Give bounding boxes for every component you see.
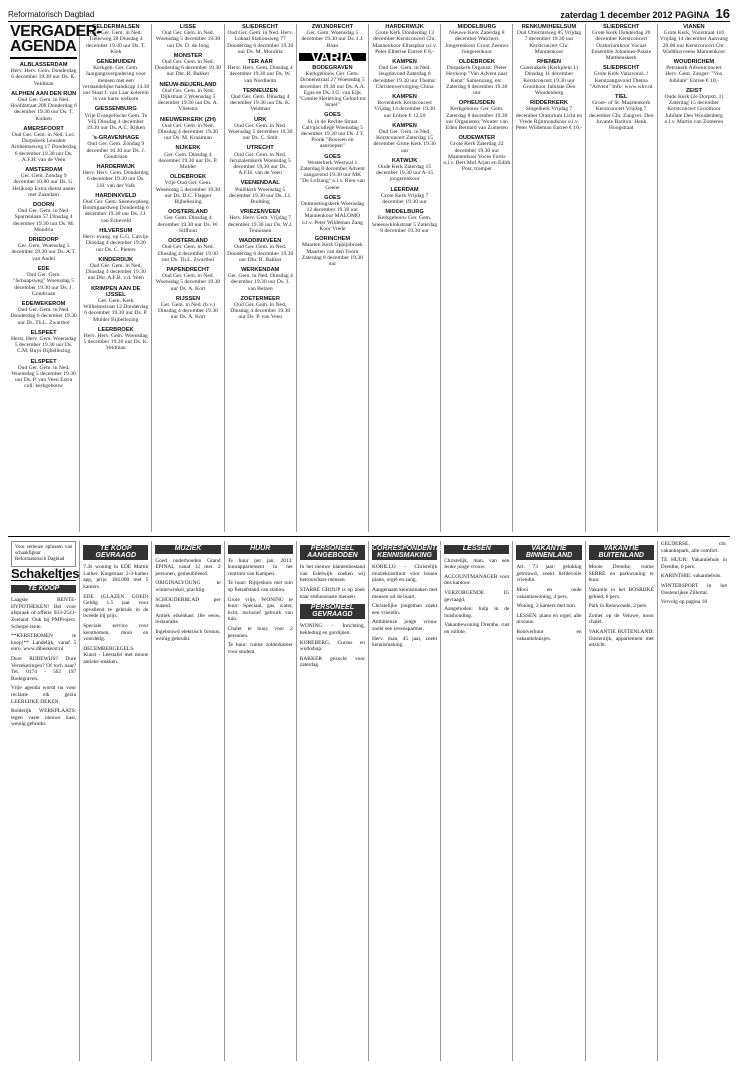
agenda-entry	[154, 117, 221, 142]
agenda-entry	[10, 301, 77, 326]
agenda-entry	[10, 62, 77, 87]
agenda-entry	[443, 100, 510, 131]
agenda-entry	[371, 24, 438, 55]
entry-details: Maarten Kerk Oppijnbroek Maarten van den Toorn Zaterdag 8 december 19.30 uur	[301, 242, 363, 267]
agenda-entry	[515, 24, 582, 55]
entry-details: Oud Ger. Gem. in Ned. Woensdag 5 december 19.30 uur Ds. A. Kort	[155, 273, 221, 292]
classified-ad: WINTERSPORT in het Oostenrijkse Zillertal.	[660, 582, 727, 596]
agenda-entry	[154, 209, 221, 234]
entry-place: GOES	[324, 153, 341, 160]
agenda-entry	[154, 267, 221, 292]
entry-place: AMERSFOORT	[23, 125, 64, 132]
entry-details: Oud Ger. Gem. in Ned. Dijkstraat 2 Woensdag 5 december 19.30 uur Ds. A. Vlietstra	[157, 87, 219, 113]
entry-details: Herv. evang. op G.G. Calvijn Dinsdag 4 december 19.30 uur Ds. C. Pieters	[83, 234, 149, 253]
classified-column	[369, 541, 441, 1061]
entry-details: Ger. Gem. in Ned. (b.v.) Dinsdag 4 december 19.30 uur Ds. A. Kort	[158, 301, 218, 321]
classified-ad: Woning, 2 kamers met tuin.	[516, 603, 577, 610]
entry-details: Herv. Herv. Gem. Donderdag 6 december 19.30 uur Ds. K. Veldman	[10, 68, 77, 87]
classified-column	[441, 541, 513, 1061]
agenda-column	[441, 24, 513, 532]
agenda-column	[658, 24, 730, 532]
entry-place: KAMPEN	[392, 59, 417, 66]
promo-line: Voor serieuze oplossen van schaakfiguur	[15, 545, 73, 556]
classified-ad: Art. 73 jaar: gelukkig getrouwd, zoekt liefdevolle vriendin.	[516, 564, 582, 584]
section-header: TE KOOP GEVRAAGD	[83, 545, 148, 560]
classified-ad: STARRE GROUP is op zoek naar enthousiaste mensen.	[299, 586, 365, 600]
entry-details: Oud Ger. Gem. in Ned. Woensdag 5 december 19.30 uur Ds. P. van Veen Extra coll. kerkgebouw	[11, 364, 76, 390]
entry-place: OLDEBROEK	[169, 174, 207, 181]
agenda-column	[80, 24, 152, 532]
agenda-entry	[371, 94, 438, 119]
entry-details: Herst. Herv. Gem. Dinsdag 4 december 19.30 uur Ds. W. van Nordheim	[227, 65, 293, 84]
issue-date: zaterdag 1 december 2012	[560, 10, 673, 20]
agenda-entry	[154, 53, 221, 78]
entry-details: Kerkgebouw Ger. Gem. Zaterdag 8 december 19.30 uur Organisten: Wouter van Eden Bernard van Zomeren	[445, 106, 508, 132]
section-header: VAKANTIE BINNENLAND	[516, 545, 581, 560]
classified-ad: Speciale service voor kerstbomen, mooi en voordelig.	[83, 622, 149, 643]
agenda-entry	[227, 209, 294, 234]
entry-details: Grote Kerk Zaterdag 22 december 19.30 uur Mannenkoor Voces Fortis o.l.v. Bert Mol Arjan en Edith Post, trompet	[443, 141, 511, 173]
classified-column	[297, 541, 369, 1061]
entry-place: NIEUWERKERK (ZH)	[160, 116, 216, 123]
section-header: TE KOOP	[11, 585, 76, 594]
agenda-entry	[299, 112, 366, 149]
entry-details: Ger. Gem. Zondag 9 december 10.00 uur Ds. G. Heijkoop Extra dienst aanm met Zaandam	[12, 173, 75, 198]
classified-column	[586, 541, 658, 1061]
classified-ad: TE HUUR: Vakantiehuis in Drenthe, 6 pers.	[660, 557, 727, 570]
entry-details: Oud Ger. Gem. in Ned. Herv. Lokaal Stationsweg 77 Donderdag 6 december 19.30 uur Ds. M. Mondria	[227, 30, 294, 55]
entry-place: MIDDELBURG	[457, 24, 497, 30]
entry-details: Grote Kerk Vrijdag 7 december 19.30 uur	[380, 192, 429, 206]
agenda-entry	[227, 296, 294, 321]
entry-place: GIESSENBURG	[94, 106, 137, 113]
entry-details: Kerkgeb. Ger. Gem. Jaargangsvergadering voor mensen met een verstandelijke handicap 14.30 uur Staat J. van Laar kolerein is van harte welkom	[82, 65, 150, 103]
entry-place: GORINCHEM	[314, 236, 351, 243]
entry-details: Cunerakerk (Kerkplein 1) Dinsdag 11 december Kerstconcert 19.30 uur Groothoor Jubilate Deo Woudenberg	[520, 65, 578, 97]
agenda-entry	[371, 59, 438, 90]
agenda-entry	[10, 266, 77, 297]
entry-place: ELSPEET	[30, 329, 57, 336]
classified-ad: DECEMBERGEGELS. Kunst - Leestafel met mooie antieke stukken.	[83, 645, 149, 665]
entry-details: Oud Ger. Gem. Zondag 9 december 10.30 uur Ds. J. Goudriaan	[86, 141, 146, 160]
entry-place: ZEIST	[685, 87, 702, 94]
entry-place: HARDERWIJK	[96, 164, 135, 171]
entry-details: Oud Ger. Gem. in Ned. Jeruzalemkerk Woensdag 5 december 19.30 uur Ds. A.F.H. van de Veen	[229, 151, 291, 177]
agenda-entry	[154, 296, 221, 321]
entry-place: NIEUW-BEIJERLAND	[159, 81, 217, 88]
classified-ad: Vakantie in het BOSRIJKE gebied, 6 pers.	[588, 586, 654, 600]
classified-ad: Mooi en oude vakantiewoning, 4 pers.	[516, 586, 582, 600]
classified-ad: SCHOUDERBLAD per maand.	[155, 596, 221, 610]
section-header: LESSEN	[444, 545, 509, 554]
agenda-entry	[299, 195, 366, 232]
entry-details: Oud Ger. Gem. in Ned. Hoofdstraat 200 Donderdag 6 december 19.30 uur Ds. T. Kuiken	[10, 97, 77, 122]
entry-place: WADDINXVEEN	[239, 238, 282, 245]
entry-place: GOES	[324, 194, 341, 201]
agenda-entry	[443, 24, 510, 55]
varia-banner: VARIA	[299, 53, 366, 61]
classified-ad: KARINTHIE: vakantiehuis.	[660, 573, 722, 580]
agenda-entry	[82, 228, 149, 253]
classified-ad: Ambitieuze jonge vrouw zoekt een levenspartner.	[372, 619, 438, 632]
classified-ad: Te huur: ruime zolderkamer voor student.	[227, 642, 293, 655]
classified-column	[152, 541, 224, 1061]
entry-details: Bovenkerk Kerstconcert Vrijdag 14 december 19.30 uur Entree € 12,50	[374, 100, 436, 119]
entry-details: Kerkgebouw Ger. Gem. Sneeuwklokstraat 5 Zaterdag 8 december 19.30 uur	[371, 215, 438, 234]
agenda-entry	[82, 327, 149, 352]
classified-ad: KOREBERG, Cursus en workshop.	[299, 639, 365, 653]
entry-place: KAMPEN	[392, 94, 417, 101]
entry-place: RHENEN	[536, 59, 561, 66]
section-header: HUUR	[228, 545, 293, 554]
classified-ad: Antiek eikenkast 18e eeuw, restauratie.	[155, 612, 221, 626]
entry-place: OLDEBROEK	[458, 59, 495, 66]
entry-details: Herst. Herv. Gem. Woensdag 5 december 19.30 uur Ds. C.M. Buys Bijbellezing	[10, 335, 77, 355]
classified-column	[80, 541, 152, 1061]
section-header: PERSONEEL AANGEBODEN	[300, 545, 365, 560]
entry-place: SLIEDRECHT	[603, 24, 640, 30]
classified-ad: Ingebouwd elektrisch fornuis, weinig gebruikt.	[155, 628, 221, 642]
agenda-entry	[515, 100, 582, 131]
entry-details: Oud Ger. Gem. Sneeuwploeg Boomgaardweg Donderdag 6 december 19.30 uur Ds. J.J. van Eckeveld	[82, 199, 149, 224]
entry-details: Oud Ger. Gem. in Ned. Kerstconcert Zaterdag 15 december Grote Kerk 19.30 uur	[373, 129, 436, 154]
agenda-entry	[227, 145, 294, 176]
entry-details: Petrakerk Adventconcert Herv. Gem. Zanger: "Vox Jubilate" Entree € 10,-	[665, 65, 723, 84]
entry-place: HARDINXVELD	[95, 192, 137, 199]
classified-ad: Christelijke jongeman zoekt een vriendin.	[372, 603, 438, 616]
entry-details: Oud Ger. Gem. in Ned. Jeugdavond Zaterdag 8 december 19.30 uur Thema: Christenvervolging China	[373, 65, 437, 90]
entry-place: PAPENDRECHT	[166, 266, 210, 273]
agenda-column	[513, 24, 585, 532]
entry-place: LISSE	[179, 24, 197, 30]
entry-details: Oud Ger. Gem. in Ned. Woensdag 5 december 19.30 uur Ds. D. de Jong	[155, 30, 221, 49]
classified-column	[8, 541, 80, 1061]
classified-ad: Aangenaam kennismaken met mensen uit de buurt.	[372, 586, 438, 600]
entry-details: Grote Kerk, Voorstraat 110 Vrijdag 14 december Aanvang 20.00 uur Kerstconcert Chr. Waddinxveens Mannenkoor	[659, 30, 728, 55]
entry-place: LEERBROEK	[97, 326, 134, 333]
agenda-column	[297, 24, 369, 532]
agenda-entry	[443, 135, 510, 172]
classified-ad: In het nieuwe klantenbestand van Edelwijk zoeken wij betrouwbare mensen.	[299, 564, 365, 584]
agenda-entry	[10, 202, 77, 233]
entry-place: ZOETERMEER	[240, 295, 280, 302]
classified-ad: BAKKER gezocht voor zaterdag.	[299, 655, 365, 669]
entry-place: TER AAR	[247, 59, 273, 66]
entry-details: Grote- of St. Maartenkerk Kerstconcert Vrijdag 7 december Chr. Zangver. Deo Juvante Bariton: Henk Hoogstraat	[588, 100, 654, 132]
entry-place: MIDDELBURG	[385, 209, 424, 216]
entry-details: Ger. Gem. Dinsdag 4 december 19.30 uur Ds. P. Mulder	[158, 151, 218, 171]
agenda-entry	[10, 126, 77, 163]
classified-ad: Park in Renswoude, 2 pers.	[588, 603, 648, 610]
entry-details: Westerkerk Westwal 1 Zaterdag 8 december Advent zangavond 19.30 uur MK "De Lofzang" o.l.v. Rien van Geene	[299, 159, 365, 191]
agenda-entry	[154, 82, 221, 113]
paper-name: Reformatorisch Dagblad	[8, 10, 95, 19]
entry-place: ELSPEET	[30, 358, 57, 365]
entry-details: Oud Ger. Gem. in Ned. Tielerweg 38 Dinsdag 4 december 19.30 uur Ds. T. Klok	[86, 30, 146, 55]
entry-details: Oud Ger. Gem. in Ned. Dinsdag 4 december 19.30 uur Ds. M. Kraaiman	[158, 122, 218, 142]
agenda-entry	[299, 154, 366, 191]
entry-details: Oud Ger. Gem. in Ned. Donderdag 6 december 19.30 uur Dhr. R. Bakker	[227, 244, 294, 263]
promo-line: Reformatorisch Dagblad	[15, 557, 65, 562]
entry-details: Ger. Gem. Woensdag 5 december 19.30 uur Ds. J.J. Baan	[301, 30, 364, 49]
masthead	[8, 6, 730, 22]
agenda-entry	[227, 180, 294, 205]
entry-details: Vrije Oud Ger. Gem. Woensdag 5 december 19.30 uur Ds. D.C. Flapper Bijbellezing	[155, 180, 221, 206]
entry-place: EDE	[37, 265, 50, 272]
entry-place: DOORN	[33, 202, 55, 209]
agenda-column	[152, 24, 224, 532]
entry-details: Kerkgebouw Ger. Gem. Dronenstraat 27 Woensdag 5 december 19.30 uur Ds. A.A. Egas en Ds. J.G. van Eijk "Comite Herleving Geloof tot Israel"	[299, 71, 366, 109]
agenda-column	[8, 23, 102, 532]
entry-details: Oud Ger. Gem. in Ned. Woensdag 5 december 19.30 uur Ds. C. Smit	[227, 122, 293, 142]
agenda-column	[225, 24, 297, 532]
agenda-entry	[82, 135, 149, 160]
agenda-column	[586, 24, 658, 532]
entry-details: Herv. Herv. Gem. Donderdag 6 december 19.30 uur Ds. J.H. van der Valk	[82, 170, 149, 189]
entry-place: OUDEWATER	[458, 135, 496, 142]
entry-details: Oud Ger. Gem. in Ned. Donderdag 6 december 19.30 uur Ds. Th.L. Zwartbol	[10, 307, 77, 326]
classified-ad: Grote vrije, WONING te huur: Speciaal, gas, water, licht, inclusief gebruik van tuin.	[227, 596, 293, 623]
classified-ad: VERZORGENDE IG gevraagd.	[444, 589, 510, 603]
classified-ad: Dure RIJBEWIJS? Dure Verzekeringen? Of toch naar? Tel. 0174 - 563 197 Bodegraven.	[11, 655, 77, 682]
classified-ad: KORILLO - Christelijk muziekinstituut voor lessen piano, orgel en zang.	[372, 564, 438, 584]
entry-details: Oude Kerk Zaterdag 15 december 19.30 uur A-15 jongerenkoor	[376, 164, 434, 183]
agenda-column	[369, 24, 441, 532]
classifieds-section	[8, 536, 730, 1062]
entry-details: Ger. Gem. in Ned. Dinsdag 4 december 19.30 uur Ds. J. van Belzen	[227, 273, 293, 292]
classified-ad: Vrije agenda wordt nu voor reclame elk gezin LEERLIJKE DEKEN.	[11, 685, 77, 705]
entry-place: DRIEDORP	[28, 237, 59, 244]
entry-place: KAMPEN	[392, 122, 417, 129]
entry-details: Oud Ger. Gem. in Ned. Dinsdag 4 december 19.30 uur Ds. P. van Veen	[230, 301, 291, 321]
agenda-entry	[227, 59, 294, 84]
agenda-entry	[227, 267, 294, 292]
entry-place: GELDERMALSEN	[91, 24, 140, 30]
entry-place: HARDERWIJK	[385, 24, 424, 30]
entry-place: GOES	[324, 112, 341, 119]
agenda-entry	[660, 59, 728, 84]
agenda-entry	[154, 238, 221, 263]
agenda-entry	[371, 123, 438, 154]
agenda-entry	[10, 167, 77, 198]
entry-details: Ontmoetingskerk Woensdag 12 december 19.30 uur Mannenkoor MALOMO o.l.v. Peter Wildeman Zang Koor Vrede	[300, 201, 365, 232]
entry-details: Singelkerk Vrijdag 7 december Oratorium Licht en Vrede Rijnmondkoor o.l.v. Peter Wildeman Entree € 10,-	[515, 106, 583, 132]
entry-place: LEERDAM	[390, 186, 419, 193]
classified-ad: Herv. man, 45 jaar, zoekt kennismaking.	[372, 635, 438, 649]
vergader-agenda	[8, 24, 730, 532]
classified-ad: Mooie Drenthe, ruime SERRE en parkwoning te huur.	[588, 564, 654, 584]
agenda-entry	[588, 65, 655, 90]
entry-place: OOSTERLAND	[168, 209, 208, 216]
entry-details: Grote Kerk Donderdag 13 december Kerstconcert Chr. Mannenkoor Elhasphar o.l.v. Peter Elbertse Entree € 8,-	[372, 30, 437, 55]
agenda-entry	[82, 106, 149, 131]
agenda-entry	[660, 24, 728, 55]
agenda-entry	[227, 238, 294, 263]
entry-details: Oud Ger. Gem. Dinsdag 4 december 19.30 uur Ds. K. Veldman	[229, 94, 291, 113]
agenda-entry	[227, 24, 294, 55]
agenda-entry	[227, 88, 294, 113]
entry-place: RENKUM/HEELSUM	[521, 24, 577, 30]
entry-details: Oud Ger. Gem. in Ned. Dinsdag 4 december 19.30 uur Dhr. A.F.B. v.d. Veen	[85, 262, 146, 282]
agenda-entry	[515, 59, 582, 96]
agenda-heading: VERGADER-AGENDA	[10, 24, 77, 59]
agenda-entry	[154, 145, 221, 170]
classified-ad: EDE (GLAZEN GOED) Geldig 1.5 jaar voor opvallend te gebruik in de tweede bij prijs.	[83, 593, 149, 620]
entry-place: ALPHEN AAN DEN RIJN	[10, 90, 77, 97]
entry-place: VIANEN	[683, 24, 705, 30]
classified-ad: Te huur per jan. 2013: huurappartement in het centrum van Kampen.	[227, 557, 293, 577]
page-number: 16	[715, 6, 730, 21]
classified-ad: ACCOUNTMANAGER voor ons kantoor.	[444, 573, 510, 587]
entry-place: KINDERDIJK	[98, 256, 134, 263]
entry-place: TERNEUZEN	[242, 87, 278, 94]
entry-details: Ger. Gem. Dinsdag 4 december 19.30 uur Ds. W. Silfhout	[157, 215, 219, 234]
agenda-entry	[371, 187, 438, 206]
agenda-entry	[82, 193, 149, 224]
entry-place: SLIEDRECHT	[242, 24, 279, 30]
classified-column	[513, 541, 585, 1061]
entry-details: Grote Kerk Donderdag 20 december Kerstconcert Oratoriumkoor Vocaal Ensemble Johannes-Passie Mattheuskerk	[591, 30, 652, 62]
classified-ad: WONING - Inrichting, bekleding en gordijnen.	[299, 623, 365, 636]
agenda-entry	[299, 24, 366, 49]
entry-details: Ger. Gem. Kerk Wilhelmstraat 12 Donderdag 6 december 19.30 uur Ds. P. Mulder Bijbellezing	[83, 297, 149, 323]
classified-ad: Goed onderhouden Grand EPINAL vanaf 12 mei. 2 personen, gemeubileerd.	[155, 557, 221, 577]
entry-place: EDE/WEKEROM	[21, 300, 66, 307]
classified-ad: Bootverhuur en vakantiehuisjes.	[516, 628, 582, 642]
section-header: CORRESPONDENTIE KENNISMAKING	[372, 545, 443, 559]
entry-place: KATWIJK	[391, 157, 418, 164]
classified-ad: **KERSTBOMEN te koop!** Landelijk, vanaf 5 euro. www.dibeskerst.nl	[11, 633, 77, 653]
agenda-entry	[588, 94, 655, 131]
classified-ad: Zomer op de Veluwe, mooi chalet.	[588, 612, 654, 626]
agenda-entry	[82, 286, 149, 323]
classified-ad: Vakantiewoning Drenthe, rust en ruimte.	[444, 622, 510, 635]
entry-place: WERKENDAM	[241, 266, 280, 273]
entry-place: MONSTER	[173, 52, 203, 59]
classified-ad: Te huur: Rijtjeshuis met tuin op fietsafstand van station.	[227, 580, 293, 593]
entry-place: AMSTERDAM	[25, 167, 63, 174]
date-line	[560, 6, 730, 21]
entry-place: OPHEUSDEN	[458, 100, 495, 107]
entry-details: St. in de Rechte Straat Calvijncollege Woensdag 5 december 19.30 uur Ds. J.T. Pronk "Bouwen en aanroepen"	[300, 118, 364, 150]
classified-ad: LESSEN: piano en orgel, alle niveaus.	[516, 612, 582, 626]
classified-ad: ORIGINALYOUNG te winterwinkel, prachtig.	[155, 580, 221, 593]
schakeltjes-logo: Schakeltjes	[11, 566, 80, 581]
agenda-entry	[299, 65, 366, 108]
agenda-entry	[10, 237, 77, 262]
entry-place: URK	[254, 116, 267, 123]
section-header: MUZIEK	[155, 545, 220, 554]
entry-place: RIDDERKERK	[530, 100, 568, 107]
entry-place: BODEGRAVEN	[312, 65, 353, 72]
classified-ad: Christelijk, man, van een leuke jonge vrouw.	[444, 557, 510, 571]
agenda-entry	[154, 174, 221, 205]
agenda-entry	[82, 59, 149, 102]
entry-details: Oud Ger. Gem. in Ned. Dinsdag 4 december 19.30 uur Ds. Th.L. Zwartbol	[158, 244, 218, 263]
entry-place: UTRECHT	[246, 145, 274, 152]
classified-ad: Vervolg op pagina 18	[660, 599, 708, 606]
entry-details: Oud Utrechtsweg 85 Vrijdag 7 december 19.30 uur Kerstconcert Chr. Mannenkoor	[516, 30, 582, 55]
entry-details: Dorpskerk Organist: Pieter Heykoop "Van Advent naar Kerst" Samenzang, etc. Zaterdag 8 december 19.30 uur	[446, 65, 508, 97]
agenda-entry	[443, 59, 510, 96]
agenda-entry	[588, 24, 655, 61]
classified-column	[658, 541, 730, 1061]
agenda-entry	[660, 88, 728, 125]
agenda-entry	[10, 330, 77, 355]
entry-place: GENEMUIDEN	[96, 59, 136, 66]
agenda-entry	[82, 257, 149, 282]
entry-place: SLIEDRECHT	[603, 65, 640, 72]
classified-ad: 7.4x woning in EDE Martin Luther Kingstraat 2-3-kamer app, prijs: 184.000 met 5 kamers.	[83, 564, 149, 590]
classified-ad: VAKANTIE BUITENLAND: Oostenrijk, appartement met uitzicht.	[588, 628, 654, 649]
entry-details: Pniëlkerk Woensdag 5 december 19.30 uur Ds. J.J. Budding	[229, 186, 292, 206]
page-word: PAGINA	[675, 10, 710, 20]
entry-details: Oude Kerk (2e Dorpstr. 1) Zaterdag 15 december Kerstconcert Groothoor Jubilate Deo Woudenberg o.l.v. Martin van Zomeren	[664, 94, 724, 125]
entry-place: VEENENDAAL	[240, 180, 280, 187]
agenda-entry	[154, 24, 221, 49]
section-header: PERSONEEL GEVRAAGD	[300, 604, 365, 619]
classified-ad: GELDERSE, chr. vakantiepark, alle comfort.	[660, 541, 727, 554]
entry-details: Grote Kerk Vanavond...! Kerstzangavond Thema "Advent" Info: www.wkv.nl	[589, 71, 653, 90]
classified-ad: Aangeboden: hulp in de huishouding.	[444, 606, 510, 619]
agenda-entry	[227, 117, 294, 142]
entry-details: Herv. Herv. Gem. Vrijdag 7 december 19.30 uur Ds. W.J. Teunissen	[227, 215, 293, 234]
promo-box	[11, 541, 76, 567]
entry-place: OOSTERLAND	[168, 238, 208, 245]
entry-place: ZWIJNDRECHT	[311, 24, 354, 30]
entry-details: Nieuwe Kerk Zaterdag 8 december Walchers Jongerenkoor Groot Zeeuws Jongerenkoor	[444, 30, 509, 55]
entry-place: VRIEZENVEEN	[240, 209, 281, 216]
entry-place: HILVERSUM	[99, 227, 133, 234]
entry-place: 's-GRAVENHAGE	[92, 135, 140, 142]
entry-details: Ger. Gem. Woensdag 5 december 19.30 uur Ds. A.T. van Andel	[11, 243, 76, 262]
entry-place: TIEL	[615, 94, 628, 101]
agenda-entry	[371, 158, 438, 183]
entry-details: Oud Ger. Gem. in Ned. Sparrenlaan 57 Dinsdag 4 december 19.30 uur Ds. M. Mondria	[12, 208, 75, 233]
classified-column	[225, 541, 297, 1061]
entry-place: RIJSSEN	[175, 295, 201, 302]
classified-ad: Chalet te huur, voor 2 personen.	[227, 625, 293, 639]
agenda-entry	[10, 359, 77, 390]
agenda-entry	[371, 209, 438, 234]
agenda-entry	[82, 164, 149, 189]
entry-details: Vrije Evangelische Gem. Te Vlij Dinsdag 4 december 19.30 uur Ds. A.C. Rijken	[84, 112, 148, 132]
entry-details: Oud Ger. Gem. in Ned. Donderdag 6 december 19.30 uur Dhr. R. Bakker	[154, 59, 222, 78]
section-header: VAKANTIE BUITENLAND	[589, 545, 654, 560]
agenda-entry	[82, 24, 149, 55]
entry-place: WOUDRICHEM	[673, 59, 715, 66]
classified-ad: Laagste RENTE-HYPOTHEKEN! Bel voor afspraak of offerte 033-2541-Zeeland. Ook bij PMProject. Scherpe rente.	[11, 597, 77, 630]
entry-place: ALBLASSERDAM	[19, 62, 68, 68]
classified-ad: Rolderijk WERKPLAATS: tegen vaste nieuwe kast, weinig gebruikt.	[11, 708, 77, 728]
agenda-entry	[10, 91, 77, 122]
entry-details: Oud Ger. Gem. in Ned. Loc. Dorpskerk Leusden Arnhemseweg 17 Donderdag 6 december 19.30 uur Ds. A.F.H. van de Veen	[10, 132, 77, 163]
entry-place: NIJKERK	[175, 145, 201, 152]
agenda-entry	[299, 236, 366, 267]
entry-details: Oud Ger. Gem. "Schaapsweg" Woensdag 5 december 19.30 uur Ds. J. Goudriaan	[13, 272, 75, 297]
entry-place: KRIMPEN AAN DE IJSSEL	[91, 285, 141, 298]
entry-details: Herv. Herv. Gem. Woensdag 5 december 19.30 uur Ds. K. Veldman	[83, 332, 149, 352]
